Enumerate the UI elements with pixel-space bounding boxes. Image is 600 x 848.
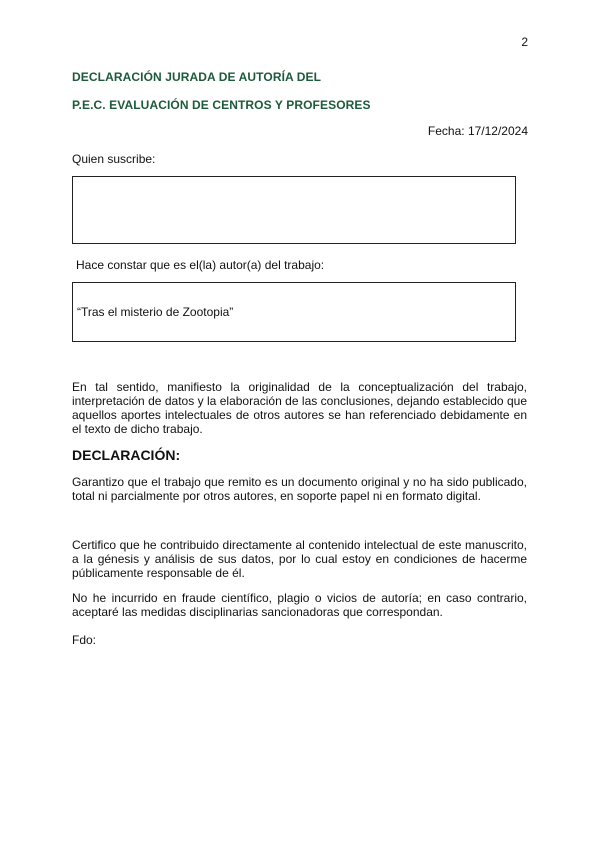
hace-constar-label: Hace constar que es el(la) autor(a) del trabajo: <box>76 258 325 272</box>
declaracion-title: DECLARACIÓN: <box>72 447 181 463</box>
paragraph-fraude: No he incurrido en fraude científico, plagio o vicios de autoría; en caso contrario, aceptaré las medidas disciplinarias sancionadoras que correspondan. <box>72 591 527 619</box>
document-title-line-2: P.E.C. EVALUACIÓN DE CENTROS Y PROFESORES <box>72 98 371 112</box>
trabajo-title-box[interactable] <box>72 282 516 342</box>
date-label: Fecha: 17/12/2024 <box>427 124 528 138</box>
quien-suscribe-label: Quien suscribe: <box>72 152 156 166</box>
paragraph-certifico: Certifico que he contribuido directamente al contenido intelectual de este manuscrito, a la génesis y análisis de sus datos, por lo cual estoy en condiciones de hacerme públicamente responsable de él. <box>72 538 527 580</box>
paragraph-originalidad: En tal sentido, manifiesto la originalidad de la conceptualización del trabajo, interpretación de datos y la elaboración de las conclusiones, dejando establecido que aquellos aportes intelectuales de otros autores se han referenciado debidamente en el texto de dicho trabajo. <box>72 380 527 436</box>
fdo-label: Fdo: <box>72 633 97 647</box>
page-number: 2 <box>521 35 528 49</box>
paragraph-garantizo: Garantizo que el trabajo que remito es un documento original y no ha sido publicado, total ni parcialmente por otros autores, en soporte papel ni en formato digital. <box>72 475 527 503</box>
trabajo-title: “Tras el misterio de Zootopia” <box>77 305 234 319</box>
document-title-line-1: DECLARACIÓN JURADA DE AUTORÍA DEL <box>72 70 322 84</box>
quien-suscribe-box[interactable] <box>72 176 516 244</box>
